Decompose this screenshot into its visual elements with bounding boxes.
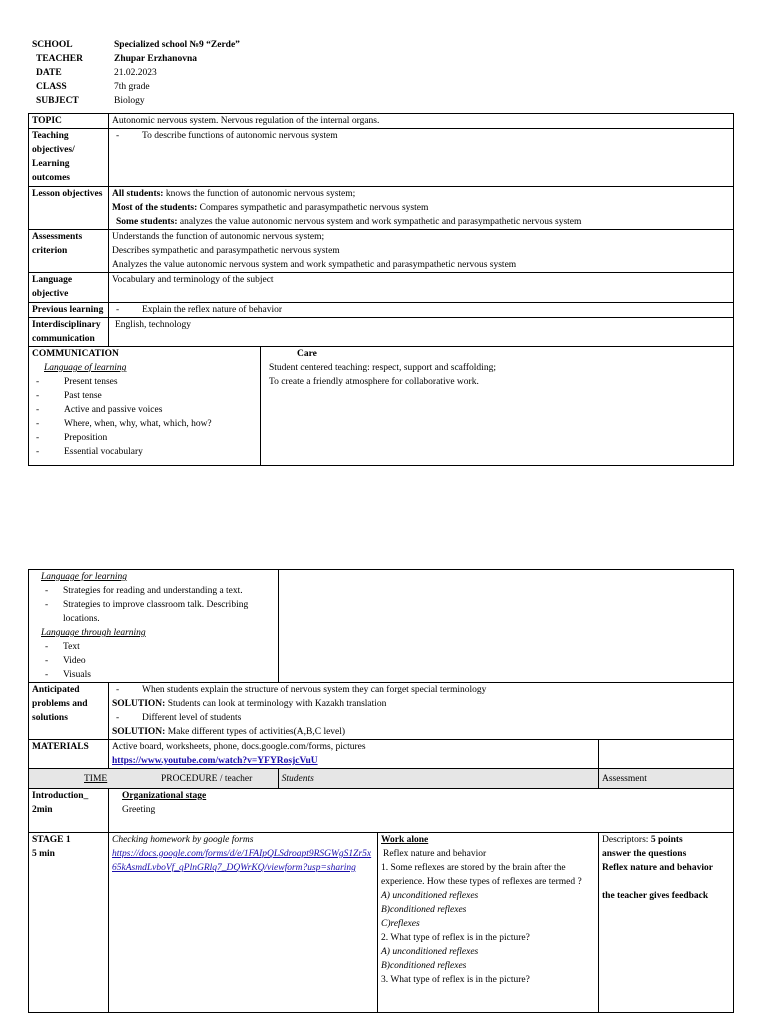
materials-link[interactable]: https://www.youtube.com/watch?v=YFYRosjcVuU	[112, 756, 318, 766]
communication-label: COMMUNICATION	[32, 349, 119, 359]
interdisciplinary-value: English, technology	[109, 318, 734, 347]
ltl-item: - Visuals	[41, 668, 275, 682]
question-3: 3. What type of reflex is in the picture?	[381, 975, 530, 985]
lol-item: - Essential vocabulary	[32, 445, 257, 459]
students-header: Students	[278, 769, 598, 789]
care-line: Student centered teaching: respect, support and scaffolding;	[269, 363, 496, 373]
lol-item: - Active and passive voices	[32, 403, 257, 417]
materials-empty	[599, 740, 734, 769]
lol-item: - Preposition	[32, 431, 257, 445]
topic-value: Autonomic nervous system. Nervous regulation of the internal organs.	[109, 114, 734, 129]
lol-item: - Past tense	[32, 389, 257, 403]
ltl-item: - Text	[41, 640, 275, 654]
stage1-students	[378, 833, 599, 1013]
materials-label: MATERIALS	[29, 740, 109, 769]
teacher-value: Zhupar Erzhanovna	[114, 54, 197, 64]
stage1-time: 5 min	[32, 849, 55, 859]
time-header: TIME	[84, 774, 108, 784]
descriptor-topic: Reflex nature and behavior	[602, 863, 713, 873]
objective-some-text: analyzes the value autonomic nervous system and work sympathetic and parasympathetic nervous system	[177, 217, 582, 227]
objective-all-bold: All students:	[112, 189, 164, 199]
lesson-plan-table	[28, 113, 734, 466]
stage1-assessment	[599, 833, 734, 1013]
teaching-item-text: To describe functions of autonomic nervous system	[142, 131, 338, 141]
intro-label: Introduction_ 2min	[29, 789, 109, 833]
subject-label: SUBJECT	[36, 96, 79, 106]
materials-value: Active board, worksheets, phone, docs.google.com/forms, pictures	[112, 742, 366, 752]
q1-option: C)reflexes	[381, 919, 420, 929]
ltl-item: - Video	[41, 654, 275, 668]
lol-item: - Present tenses	[32, 375, 257, 389]
google-forms-link[interactable]: https://docs.google.com/forms/d/e/1FAIpQLSdroapt9RSGWgS1Zr5x65kAsmdLvboVf_qPlnGRlq7_DQWrKQ/viewform?usp=sharing	[112, 849, 372, 873]
work-alone: Work alone	[381, 835, 429, 845]
spacer	[602, 875, 730, 889]
procedure-header-label: PROCEDURE / teacher	[161, 774, 253, 784]
care-cell	[261, 347, 734, 466]
objective-some	[112, 215, 730, 229]
assessment-header: Assessment	[599, 769, 734, 789]
date-value: 21.02.2023	[114, 68, 157, 78]
solution-text: Students can look at terminology with Kazakh translation	[165, 699, 387, 709]
solution-line	[112, 725, 730, 739]
language-of-learning-title: Language of learning	[44, 363, 127, 373]
materials-content	[109, 740, 599, 769]
organizational-stage: Organizational stage	[122, 791, 207, 801]
anticipated-label: Anticipated problems and solutions	[29, 683, 109, 740]
question-1: 1. Some reflexes are stored by the brain after the experience. How these types of reflexes are termed ?	[381, 863, 582, 887]
care-line: To create a friendly atmosphere for collaborative work.	[269, 377, 479, 387]
care-title: Care	[297, 349, 317, 359]
stage1-procedure	[109, 833, 378, 1013]
objective-some-bold: Some students:	[116, 217, 178, 227]
assessment-criteria	[109, 230, 734, 273]
communication-cell	[29, 347, 261, 466]
solution-line	[112, 697, 730, 711]
empty-cell	[278, 570, 733, 683]
criterion-line: Understands the function of autonomic nervous system;	[112, 232, 325, 242]
intro-content	[109, 789, 734, 833]
descriptor-answer: answer the questions	[602, 849, 687, 859]
previous-learning-label: Previous learning	[29, 303, 109, 318]
descriptors-label: Descriptors:	[602, 835, 651, 845]
teacher-label: TEACHER	[36, 54, 83, 64]
lesson-objectives-label: Lesson objectives	[29, 187, 109, 230]
school-label: SCHOOL	[32, 40, 73, 50]
lesson-header	[30, 38, 240, 108]
class-value: 7th grade	[114, 82, 150, 92]
language-objective-value: Vocabulary and terminology of the subject	[109, 273, 734, 303]
lesson-plan-table-continued	[28, 569, 734, 1013]
anticipated-content	[109, 683, 734, 740]
problem-item: - Different level of students	[112, 711, 730, 725]
greeting: Greeting	[122, 805, 156, 815]
solution-bold: SOLUTION:	[112, 727, 166, 737]
objective-most	[112, 201, 730, 215]
interdisciplinary-label: Interdisciplinary communication	[29, 318, 109, 347]
date-label: DATE	[36, 68, 62, 78]
reflex-topic: Reflex nature and behavior	[383, 849, 487, 859]
subject-value: Biology	[114, 96, 145, 106]
language-for-learning-title: Language for learning	[41, 572, 128, 582]
objective-most-text: Compares sympathetic and parasympathetic nervous system	[197, 203, 429, 213]
solution-text: Make different types of activities(A,B,C level)	[165, 727, 346, 737]
objective-all	[112, 187, 730, 201]
teaching-label: Teaching objectives/ Learning outcomes	[29, 129, 109, 187]
problem-item: - When students explain the structure of nervous system they can forget special terminology	[112, 683, 730, 697]
q2-option: A) unconditioned reflexes	[381, 947, 479, 957]
school-value: Specialized school №9 “Zerde”	[114, 40, 240, 50]
lfl-item: - Strategies to improve classroom talk. Describing locations.	[41, 598, 275, 626]
stage1-label: STAGE 1	[32, 835, 71, 845]
procedure-header	[29, 769, 279, 789]
criterion-line: Describes sympathetic and parasympathetic nervous system	[112, 246, 340, 256]
criterion-line: Analyzes the value autonomic nervous system and work sympathetic and parasympathetic nervous system	[112, 260, 517, 270]
q2-option: B)conditioned reflexes	[381, 961, 467, 971]
language-through-learning-title: Language through learning	[41, 628, 146, 638]
question-2: 2. What type of reflex is in the picture?	[381, 933, 530, 943]
descriptors-points: 5 points	[650, 835, 683, 845]
objective-most-bold: Most of the students:	[112, 203, 198, 213]
lol-item: - Where, when, why, what, which, how?	[32, 417, 257, 431]
lesson-objectives	[109, 187, 734, 230]
descriptors	[602, 833, 730, 847]
solution-bold: SOLUTION:	[112, 699, 166, 709]
stage1-label-cell	[29, 833, 109, 1013]
language-for-learning-cell	[29, 570, 279, 683]
objective-all-text: knows the function of autonomic nervous system;	[163, 189, 356, 199]
q1-option: A) unconditioned reflexes	[381, 891, 479, 901]
teaching-item	[112, 129, 730, 143]
previous-learning-item	[112, 303, 730, 317]
teacher-feedback: the teacher gives feedback	[602, 891, 709, 901]
class-label: CLASS	[36, 82, 67, 92]
q1-option: B)conditioned reflexes	[381, 905, 467, 915]
language-objective-label: Language objective	[29, 273, 109, 303]
topic-label: TOPIC	[29, 114, 109, 129]
previous-learning-text: Explain the reflex nature of behavior	[142, 305, 283, 315]
lfl-item: - Strategies for reading and understanding a text.	[41, 584, 275, 598]
checking-homework: Checking homework by google forms	[112, 835, 254, 845]
assessment-criterion-label: Assessments criterion	[29, 230, 109, 273]
